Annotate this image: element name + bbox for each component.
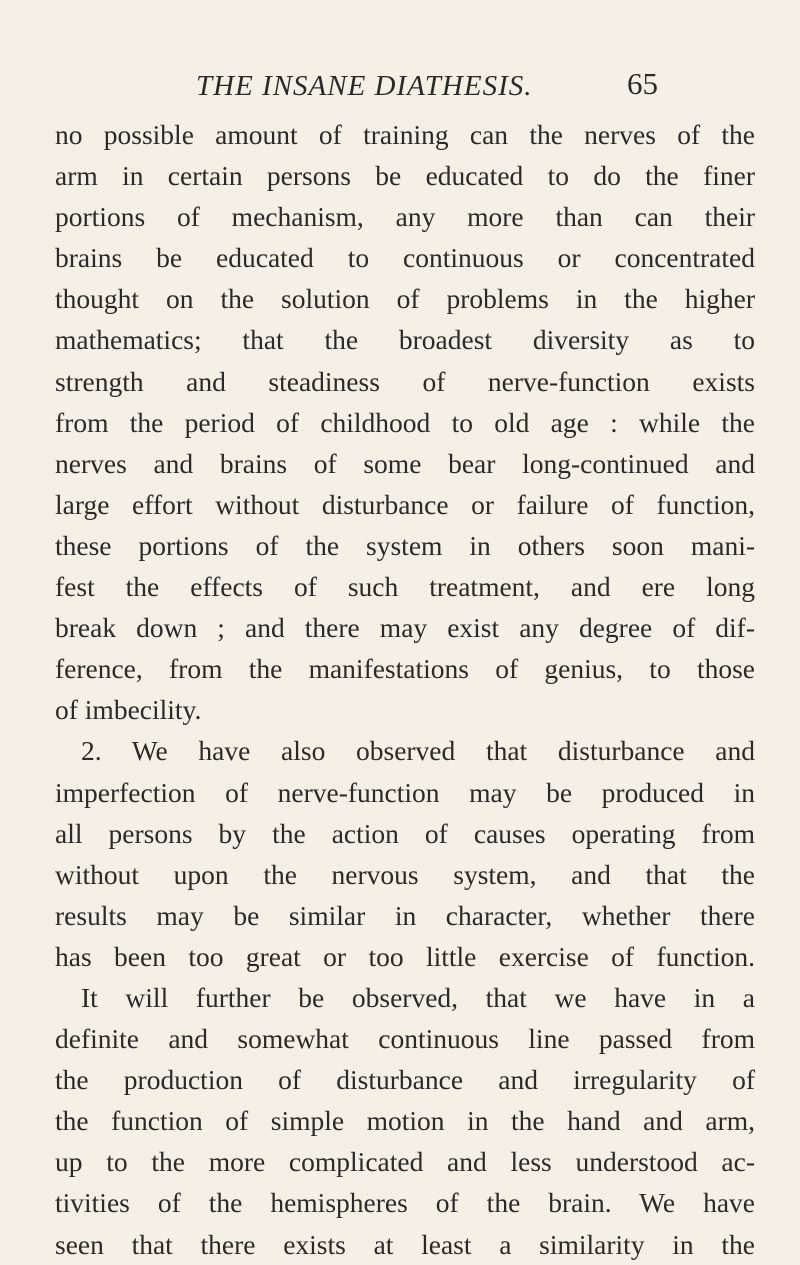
text-line: up to the more complicated and less understood ac- xyxy=(55,1146,755,1178)
text-line: from the period of childhood to old age : while the xyxy=(55,406,755,438)
text-line: arm in certain persons be educated to do the finer xyxy=(55,160,755,192)
text-line: strength and steadiness of nerve-function exists xyxy=(55,365,755,397)
text-line: fest the effects of such treatment, and ere long xyxy=(55,571,755,603)
text-line: results may be similar in character, whether there xyxy=(55,899,755,931)
page-number: 65 xyxy=(627,66,658,101)
text-line: all persons by the action of causes operating from xyxy=(55,817,755,849)
text-line: break down ; and there may exist any degree of dif- xyxy=(55,612,755,644)
text-line: brains be educated to continuous or concentrated xyxy=(55,242,755,274)
page-header xyxy=(0,66,800,120)
text-line: the production of disturbance and irregularity of xyxy=(55,1064,755,1096)
text-line: nerves and brains of some bear long-continued and xyxy=(55,447,755,479)
text-line: ference, from the manifestations of genius, to those xyxy=(55,653,755,685)
text-line: has been too great or too little exercise of function. xyxy=(55,940,755,972)
text-line: no possible amount of training can the nerves of the xyxy=(55,119,755,150)
text-line: definite and somewhat continuous line passed from xyxy=(55,1023,755,1055)
paragraph-end-line: of imbecility. xyxy=(55,694,202,726)
text-line: large effort without disturbance or failure of function, xyxy=(55,488,755,520)
paragraph-start-line: It will further be observed, that we have in a xyxy=(81,981,755,1013)
text-line: without upon the nervous system, and that the xyxy=(55,858,755,890)
text-line: imperfection of nerve-function may be produced in xyxy=(55,776,755,808)
text-line: thought on the solution of problems in the higher xyxy=(55,283,755,315)
text-line: seen that there exists at least a similarity in the xyxy=(55,1228,755,1260)
body-text xyxy=(55,114,755,1265)
paragraph-start-line: 2. We have also observed that disturbance and xyxy=(81,735,755,767)
running-title: THE INSANE DIATHESIS. xyxy=(196,70,533,102)
text-line: portions of mechanism, any more than can their xyxy=(55,201,755,233)
text-line: tivities of the hemispheres of the brain. We have xyxy=(55,1187,755,1219)
text-line: the function of simple motion in the hand and arm, xyxy=(55,1105,755,1137)
text-line: these portions of the system in others soon mani- xyxy=(55,529,755,561)
text-line: mathematics; that the broadest diversity as to xyxy=(55,324,755,356)
